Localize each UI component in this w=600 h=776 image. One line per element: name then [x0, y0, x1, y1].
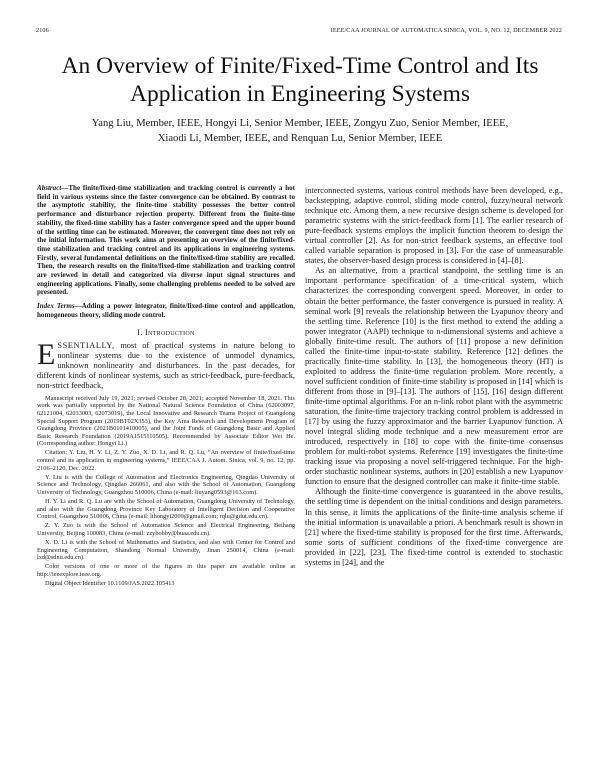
- index-terms: [37, 302, 295, 319]
- abstract-text: —The finite/fixed-time stabilization and tracking control is currently a hot field in various systems since the faster convergence can be obtained. By contrast to the asymptotic stability, the finite-time stability possesses the better control performance and disturbance rejection property. Different from the finite-time stability, the fixed-time stability has a faster convergence speed and the upper bound of the settling time can be estimated. Moreover, the convergent time does not rely on the initial information. This work aims at presenting an overview of the finite/fixed-time stabilization and tracking control and its applications in engineering systems. Firstly, several fundamental definitions on the finite/fixed-time stability are recalled. Then, the research results on the finite/fixed-time stabilization and tracking control are reviewed in detail and categorized via diverse input signal structures and engineering applications. Finally, some challenging problems needed to be solved are presented.: [37, 184, 295, 297]
- section-heading: [37, 328, 295, 337]
- left-column: [37, 184, 295, 589]
- body-paragraph-1: interconnected systems, various control methods have been developed, e.g., backstepping, adaptive control, sliding mode control, fuzzy/neural network technique etc. Among them, a new recursive design scheme is developed for parametric systems with the strict-feedback form [1]. The earlier research of pure-feedback systems employs the implicit function theorem to design the virtual controller [2]. As for non-strict feedback systems, an effective tool called variable separation is proposed in [3]. For the case of unmeasurable states, the observer-based design process is considered in [4]–[8].: [305, 186, 563, 266]
- paper-title: An Overview of Finite/Fixed-Time Control and Its Application in Engineering Systems: [61, 53, 539, 107]
- footnote-color-versions: Color versions of one or more of the figures in this paper are available online at http://ieeexplore.ieee.org.: [37, 563, 295, 578]
- authors-line-2: Xiaodi Li, Member, IEEE, and Renquan Lu, Senior Member, IEEE: [157, 133, 443, 144]
- intro-text: most of practical systems in nature belong to nonlinear systems due to the existence of unmodel dynamics, unknown nonlinearity and disturbances. In the past decades, for different kinds of nonlinear systems, such as strict-feedback, pure-feedback, non-strict feedback,: [37, 340, 295, 390]
- footnote-affiliation-liu: Y. Liu is with the College of Automation and Electronics Engineering, Qingdao University of Science and Technology, Qingdao 266061, and also with the School of Automation, Guangdong University of Technology, Guangzhou 510006, China (e-mail: liuyang0593@163.com).: [37, 473, 295, 496]
- running-head: [0, 27, 600, 37]
- index-terms-text: —Adding a power integrator, finite/fixed-time control and application, homogeneous theory, sliding mode control.: [37, 302, 295, 319]
- footnote-affiliation-li-lu: H. Y. Li and R. Q. Lu are with the School of Automation, Guangdong University of Technology, and also with the Guangdong Province Key Laboratory of Intelligent Decision and Cooperative Control, Guangzhou 510006, China (e-mail: lihongyi2009@gmail.com; rqlu@gdut.edu.cn).: [37, 498, 295, 521]
- footnotes: [37, 395, 295, 588]
- footnote-affiliation-zuo: Z. Y. Zuo is with the School of Automation Science and Electrical Engineering, Beihang University, Beijing 100083, China (e-mail: zzybobby@buaa.edu.cn).: [37, 522, 295, 537]
- body-paragraph-2: As an alternative, from a practical standpoint, the settling time is an important performance specification of a time-critical system, which characterizes the corresponding convergent speed. Moreover, in order to obtain the better performance, the faster convergence is pursued in reality. A seminal work [9] reveals the relationship between the Lyapunov theory and the settling time. Reference [10] is the first method to extend the adding a power integrator (AAPI) technique to n-dimensional systems and achieve a globally finite-time result. The authors of [11] propose a new definition called the finite-time input-to-state stability. Reference [12] defines the practically finite-time stability. In [13], the homogeneous theory (HT) is exploited to address the finite-time regulation problem. More recently, a novel sufficient condition of finite-time stability is proposed in [14] which is different from those in [9]–[13]. The authors of [15], [16] design different finite-time optimal algorithms. For an n-link robot plant with the asymmetric saturation, the finite-time trajectory tracking control problem is addressed in [17] by using the fuzzy approximator and the barrier Lyapunov function. A novel integral sliding mode technique and a new measurement error are introduced, respectively in [18] to cope with the finite-time consensus problem for multi-robot systems. Reference [19] investigates the finite-time tracking issue via proposing a novel self-triggered technique. For the high-order stochastic nonlinear systems, authors in [20] establish a new Lyapunov function to ensure that the designed controller can make it finite-time stable.: [305, 266, 563, 487]
- footnote-manuscript: Manuscript received July 19, 2021; revised October 28, 2021; accepted November 18, 2021. This work was partially supported by the National Natural Science Foundation of China (62003097, 62121004, 62033003, 62073019), the Local Innovative and Research Teams Project of Guangdong Special Support Program (2019BT02X353), the Key Area Research and Development Program of Guangdong Province (2021B0101410005), and the Joint Funds of Guangdong Basic and Applied Basic Research Foundation (2019A1515110505). Recommended by Associate Editor Wei He. (Corresponding author: Hongyi Li.): [37, 394, 295, 448]
- section-numeral: I.: [137, 327, 143, 337]
- authors-line-1: Yang Liu, Member, IEEE, Hongyi Li, Senior Member, IEEE, Zongyu Zuo, Senior Member, IEEE,: [91, 118, 509, 129]
- drop-cap: E: [37, 337, 56, 371]
- intro-paragraph: [37, 337, 295, 391]
- footnote-affiliation-xli: X. D. Li is with the School of Mathematics and Statistics, and also with Center for Control and Engineering Computation, Shandong Normal University, Jinan 250014, China (e-mail: lxd@sdnu.edu.cn).: [37, 538, 295, 562]
- right-column: [305, 186, 563, 568]
- page-number: 2106: [36, 27, 49, 34]
- author-list: [40, 116, 560, 146]
- abstract-label: Abstract: [37, 184, 62, 192]
- abstract: [37, 184, 295, 297]
- footnote-citation: Citation: Y. Liu, H. Y. Li, Z. Y. Zuo, X. D. Li, and R. Q. Lu, “An overview of finite/fixed-time control and its application in engineering systems,” IEEE/CAA J. Autom. Sinica, vol. 9, no. 12, pp. 2106–2120, Dec. 2022.: [37, 449, 295, 472]
- intro-lead-word: SSENTIALLY,: [57, 340, 115, 350]
- journal-header: IEEE/CAA JOURNAL OF AUTOMATICA SINICA, VOL. 9, NO. 12, DECEMBER 2022: [330, 27, 562, 34]
- index-terms-label: Index Terms: [37, 302, 75, 311]
- footnote-doi[interactable]: Digital Object Identifier 10.1109/JAS.2022.105413: [45, 579, 175, 587]
- body-paragraph-3: Although the finite-time convergence is guaranteed in the above results, the settling time is dependent on the initial conditions and design parameters. In this sense, it limits the applications of the finite-time analysis scheme if the initial information is unavailable a priori. A benchmark result is shown in [21] where the fixed-time stability is proposed for the first time. Afterwards, some sorts of sufficient conditions of the fixed-time convergence are provided in [22], [23]. The fixed-time control is extended to stochastic systems in [24], and the: [305, 487, 563, 567]
- section-title: Introduction: [145, 327, 195, 337]
